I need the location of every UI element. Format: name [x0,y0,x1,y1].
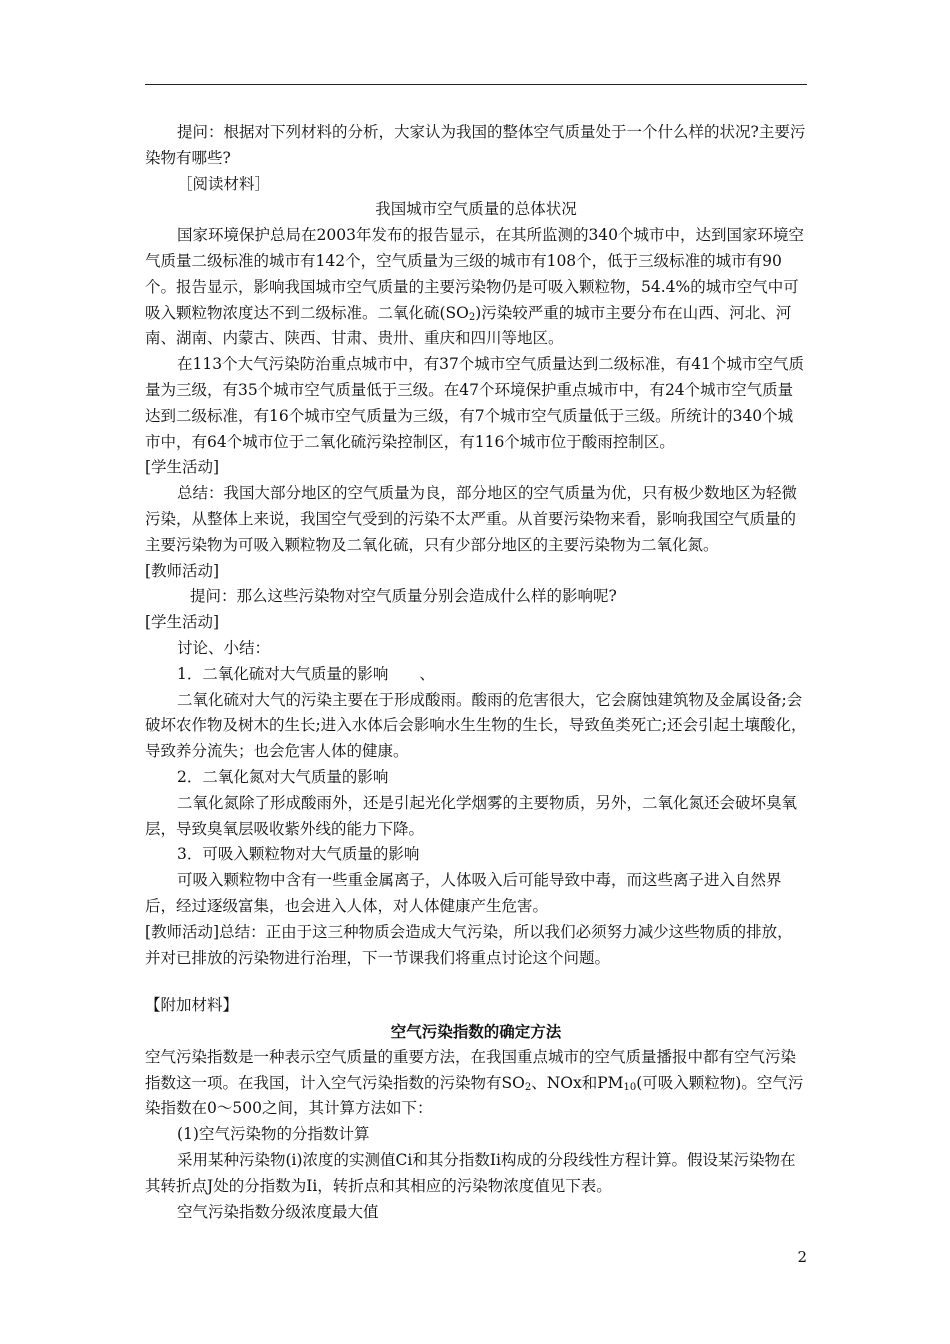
appendix-step-1: (1)空气污染物的分指数计算 [177,1125,370,1144]
student-activity-2: [学生活动] [145,613,220,632]
reading-para-1 [145,223,807,352]
page-content [145,120,807,1225]
point-1-body: 二氧化硫对大气的污染主要在于形成酸雨。酸雨的危害很大，它会腐蚀建筑物及金属设备;会破坏农作物及树木的生长;进入水体后会影响水生生物的生长，导致鱼类死亡;还会引起土壤酸化，导致养分流失；也会危害人体的健康。 [145,690,807,761]
header-rule [145,84,807,85]
point-2-heading: 2．二氧化氮对大气质量的影响 [177,767,389,786]
text-run: (可吸入颗粒物)。空气污染指数在0～500之间，其计算方法如下： [145,1073,804,1118]
page-number: 2 [797,1248,807,1266]
question-2: 提问：那么这些污染物对空气质量分别会造成什么样的影响呢? [190,587,617,606]
reading-para-2: 在113个大气污染防治重点城市中，有37个城市空气质量达到二级标准，有41个城市空气质量为三级，有35个城市空气质量低于三级。在47个环境保护重点城市中，有24个城市空气质量达到二级标准，有16个城市空气质量为三级，有7个城市空气质量低于三级。所统计的340个城市中，有64个城市位于二氧化硫污染控制区，有116个城市位于酸雨控制区。 [145,355,805,451]
point-2-body: 二氧化氮除了形成酸雨外，还是引起光化学烟雾的主要物质，另外，二氧化氮还会破坏臭氧层，导致臭氧层吸收紫外线的能力下降。 [145,793,798,838]
appendix-para-1 [145,1045,807,1122]
teacher-summary: [教师活动]总结：正由于这三种物质会造成大气污染，所以我们必须努力减少这些物质的排放，并对已排放的污染物进行治理，下一节课我们将重点讨论这个问题。 [145,922,793,967]
student-activity-1: [学生活动] [145,458,220,477]
point-3-body: 可吸入颗粒物中含有一些重金属离子，人体吸入后可能导致中毒，而这些离子进入自然界后，经过逐级富集，也会进入人体，对人体健康产生危害。 [145,871,782,915]
reading-title: 我国城市空气质量的总体状况 [375,200,577,219]
text-run: )污染较严重的城市主要分布在山西、河北、河南、湖南、内蒙古、陕西、甘肃、贵卅、重庆和四川等地区。 [145,303,792,348]
subscript: 10 [623,1081,637,1093]
blank-line [145,971,807,993]
question-1: 提问：根据对下列材料的分析，大家认为我国的整体空气质量处于一个什么样的状况?主要污染物有哪些? [145,123,806,167]
appendix-title: 空气污染指数的确定方法 [390,1022,562,1042]
appendix-heading: 【附加材料】 [145,996,239,1015]
text-run: 国家环境保护总局在2003年发布的报告显示，在其所监测的340个城市中，达到国家环境空气质量二级标准的城市有142个，空气质量为三级的城市有108个，低于三级标准的城市有90个。报告显示，影响我国城市空气质量的主要污染物仍是可吸入颗粒物，54.4%的城市空气中可吸入颗粒物浓度达不到二级标准。二氧化硫(SO [145,226,805,322]
point-3-heading: 3．可吸入颗粒物对大气质量的影响 [177,845,420,864]
text-run: 空气污染指数是一种表示空气质量的重要方法，在我国重点城市的空气质量播报中都有空气污染指数这一项。在我国，计入空气污染指数的污染物有SO [145,1047,797,1092]
table-caption: 空气污染指数分级浓度最大值 [177,1202,379,1221]
subscript: 2 [468,311,476,323]
reading-material-heading: ［阅读材料］ [177,174,271,193]
appendix-para-2: 采用某种污染物(i)浓度的实测值Ci和其分指数Ii构成的分段线性方程计算。假设某污染物在其转折点J处的分指数为Ii，转折点和其相应的污染物浓度值见下表。 [145,1151,796,1195]
point-1-heading: 1．二氧化硫对大气质量的影响 、 [177,664,435,683]
text-run: 、NOx和PM [531,1073,624,1092]
summary-1: 总结：我国大部分地区的空气质量为良，部分地区的空气质量为优，只有极少数地区为轻微污染，从整体上来说，我国空气受到的污染不太严重。从首要污染物来看，影响我国空气质量的主要污染物为可吸入颗粒物及二氧化硫，只有少部分地区的主要污染物为二氧化氮。 [145,484,798,554]
teacher-activity-1: [教师活动] [145,561,220,580]
subscript: 2 [524,1081,532,1093]
discussion: 讨论、小结： [177,638,271,657]
